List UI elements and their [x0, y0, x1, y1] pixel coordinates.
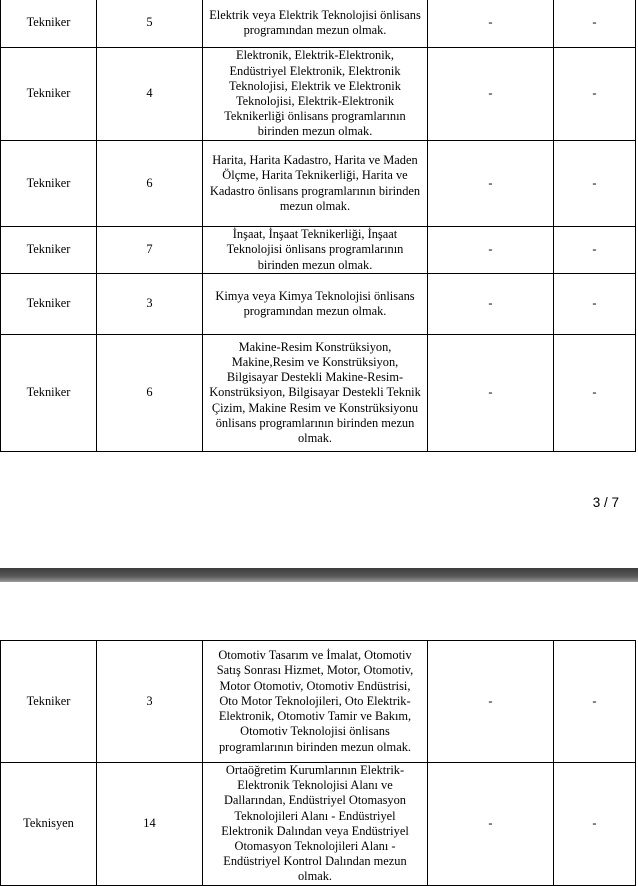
position-title-cell: Tekniker — [1, 274, 97, 335]
page-separator — [0, 568, 638, 582]
position-title-cell: Tekniker — [1, 48, 97, 141]
table-row — [1, 274, 636, 335]
column-4-cell: - — [428, 641, 554, 763]
table-row — [1, 763, 636, 886]
position-count-cell: 6 — [97, 335, 203, 452]
position-title-cell: Tekniker — [1, 227, 97, 274]
qualification-cell: Otomotiv Tasarım ve İmalat, Otomotiv Satış Sonrası Hizmet, Motor, Otomotiv, Motor Otomotiv, Otomotiv Endüstrisi, Oto Motor Teknolojileri, Oto Elektrik-Elektronik, Otomotiv Tamir ve Bakım, Otomotiv Teknolojisi önlisans programlarının birinden mezun olmak. — [203, 641, 428, 763]
position-count-cell: 4 — [97, 48, 203, 141]
column-5-cell: - — [554, 48, 636, 141]
table-row — [1, 227, 636, 274]
staff-requirements-table-continued — [0, 640, 636, 886]
table-row — [1, 641, 636, 763]
table-row — [1, 335, 636, 452]
qualification-cell: İnşaat, İnşaat Teknikerliği, İnşaat Teknolojisi önlisans programlarının birinden mezun olmak. — [203, 227, 428, 274]
position-count-cell: 3 — [97, 274, 203, 335]
position-count-cell: 7 — [97, 227, 203, 274]
qualification-cell: Kimya veya Kimya Teknolojisi önlisans programından mezun olmak. — [203, 274, 428, 335]
column-4-cell: - — [428, 335, 554, 452]
column-4-cell: - — [428, 274, 554, 335]
position-title-cell: Tekniker — [1, 0, 97, 48]
column-5-cell: - — [554, 227, 636, 274]
position-title-cell: Tekniker — [1, 335, 97, 452]
column-4-cell: - — [428, 0, 554, 48]
column-5-cell: - — [554, 0, 636, 48]
column-5-cell: - — [554, 641, 636, 763]
column-5-cell: - — [554, 335, 636, 452]
table-row — [1, 141, 636, 227]
column-4-cell: - — [428, 48, 554, 141]
column-5-cell: - — [554, 274, 636, 335]
qualification-cell: Elektrik veya Elektrik Teknolojisi önlisans programından mezun olmak. — [203, 0, 428, 48]
pdf-page-4 — [0, 582, 638, 886]
qualification-cell: Ortaöğretim Kurumlarının Elektrik-Elektronik Teknolojisi Alanı ve Dallarından, Endüstriyel Otomasyon Teknolojileri Alanı - Endüstriyel Elektronik Dalından veya Endüstriyel Otomasyon Teknolojileri Alanı - Endüstriyel Kontrol Dalından mezun olmak. — [203, 763, 428, 886]
position-title-cell: Tekniker — [1, 141, 97, 227]
position-count-cell: 6 — [97, 141, 203, 227]
position-title-cell: Tekniker — [1, 641, 97, 763]
qualification-cell: Elektronik, Elektrik-Elektronik, Endüstriyel Elektronik, Elektronik Teknolojisi, Elektrik ve Elektronik Teknolojisi, Elektrik-Elektronik Teknikerliği önlisans programlarının birinden mezun olmak. — [203, 48, 428, 141]
position-count-cell: 14 — [97, 763, 203, 886]
page-number: 3 / 7 — [592, 495, 619, 510]
table-row — [1, 48, 636, 141]
position-count-cell: 3 — [97, 641, 203, 763]
column-5-cell: - — [554, 763, 636, 886]
table-row — [1, 0, 636, 48]
position-title-cell: Teknisyen — [1, 763, 97, 886]
column-5-cell: - — [554, 141, 636, 227]
column-4-cell: - — [428, 227, 554, 274]
column-4-cell: - — [428, 763, 554, 886]
qualification-cell: Makine-Resim Konstrüksiyon, Makine,Resim ve Konstrüksiyon, Bilgisayar Destekli Makine-Resim-Konstrüksiyon, Bilgisayar Destekli Teknik Çizim, Makine Resim ve Konstrüksiyonu önlisans programlarının birinden mezun olmak. — [203, 335, 428, 452]
qualification-cell: Harita, Harita Kadastro, Harita ve Maden Ölçme, Harita Teknikerliği, Harita ve Kadastro önlisans programlarının birinden mezun olmak. — [203, 141, 428, 227]
column-4-cell: - — [428, 141, 554, 227]
position-count-cell: 5 — [97, 0, 203, 48]
